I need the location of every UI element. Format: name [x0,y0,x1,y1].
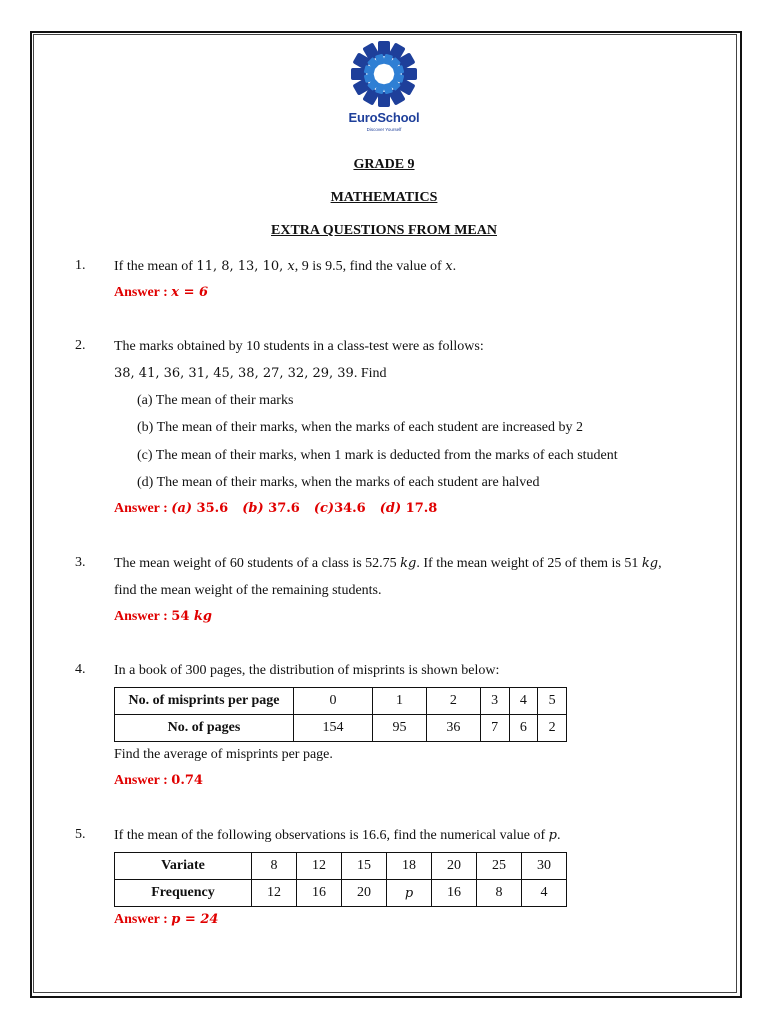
logo-tagline: Discover Yourself [366,127,402,132]
question-2-data: 38, 41, 36, 31, 45, 38, 27, 32, 29, 39. Find [114,366,387,381]
table-row [115,880,567,907]
table-cell: 7 [480,715,509,742]
table-cell: 20 [432,853,477,880]
star-flower-icon [345,40,423,110]
table-cell: 12 [297,853,342,880]
table-cell: 1 [373,688,427,715]
table-cell: 12 [252,880,297,907]
table-cell: 6 [509,715,538,742]
table-header-cell: No. of pages [115,715,294,742]
table-cell: 36 [426,715,480,742]
grade-heading: GRADE 9 [353,157,415,172]
table-row [115,853,567,880]
table-cell: 20 [342,880,387,907]
question-2-part-b: (b) The mean of their marks, when the marks of each student are increased by 2 [137,420,584,435]
table-cell: 16 [432,880,477,907]
question-3-answer: Answer : 54 kg [114,609,213,624]
table-row [115,688,567,715]
table-cell: 15 [342,853,387,880]
question-number: 5. [75,827,86,842]
question-number: 2. [75,338,86,353]
question-number: 3. [75,555,86,570]
table-cell: 8 [477,880,522,907]
table-cell: 8 [252,853,297,880]
table-header-cell: Variate [115,853,252,880]
question-number: 4. [75,662,86,677]
question-4-answer: Answer : 0.74 [114,773,203,788]
table-cell: 5 [538,688,567,715]
question-1-answer: Answer : x = 6 [114,285,209,300]
frequency-table [114,852,567,907]
table-cell: 2 [426,688,480,715]
question-5-answer: Answer : p = 24 [114,912,219,927]
table-cell: 18 [387,853,432,880]
question-2-part-a: (a) The mean of their marks [137,393,294,408]
question-1-text: If the mean of 11, 8, 13, 10, x, 9 is 9.5, find the value of x. [114,259,457,274]
question-5-text: If the mean of the following observations is 16.6, find the numerical value of p. [114,828,561,843]
table-cell: 30 [522,853,567,880]
question-2-text: The marks obtained by 10 students in a class-test were as follows: [114,339,484,354]
euroschool-logo [345,40,423,138]
table-cell: 4 [522,880,567,907]
table-cell: p [387,880,432,907]
table-cell: 0 [294,688,373,715]
question-4-text: In a book of 300 pages, the distribution of misprints is shown below: [114,663,500,678]
question-3-text: The mean weight of 60 students of a class is 52.75 kg. If the mean weight of 25 of them is 51 kg, [114,556,662,571]
table-cell: 3 [480,688,509,715]
table-cell: 4 [509,688,538,715]
table-cell: 95 [373,715,427,742]
worksheet-title: EXTRA QUESTIONS FROM MEAN [271,223,497,238]
table-cell: 154 [294,715,373,742]
table-row [115,715,567,742]
question-2-answer: Answer : (a) 35.6 (b) 37.6 (c)34.6 (d) 17.8 [114,501,438,516]
subject-heading: MATHEMATICS [330,190,438,205]
table-header-cell: No. of misprints per page [115,688,294,715]
question-2-part-c: (c) The mean of their marks, when 1 mark is deducted from the marks of each student [137,448,618,463]
table-cell: 2 [538,715,567,742]
misprints-table [114,687,567,742]
logo-wordmark: EuroSchool [348,110,420,125]
question-3-text-line-2: find the mean weight of the remaining students. [114,583,382,598]
table-header-cell: Frequency [115,880,252,907]
question-number: 1. [75,258,86,273]
table-cell: 25 [477,853,522,880]
question-4-instruction: Find the average of misprints per page. [114,747,333,762]
question-2-part-d: (d) The mean of their marks, when the marks of each student are halved [137,475,540,490]
table-cell: 16 [297,880,342,907]
